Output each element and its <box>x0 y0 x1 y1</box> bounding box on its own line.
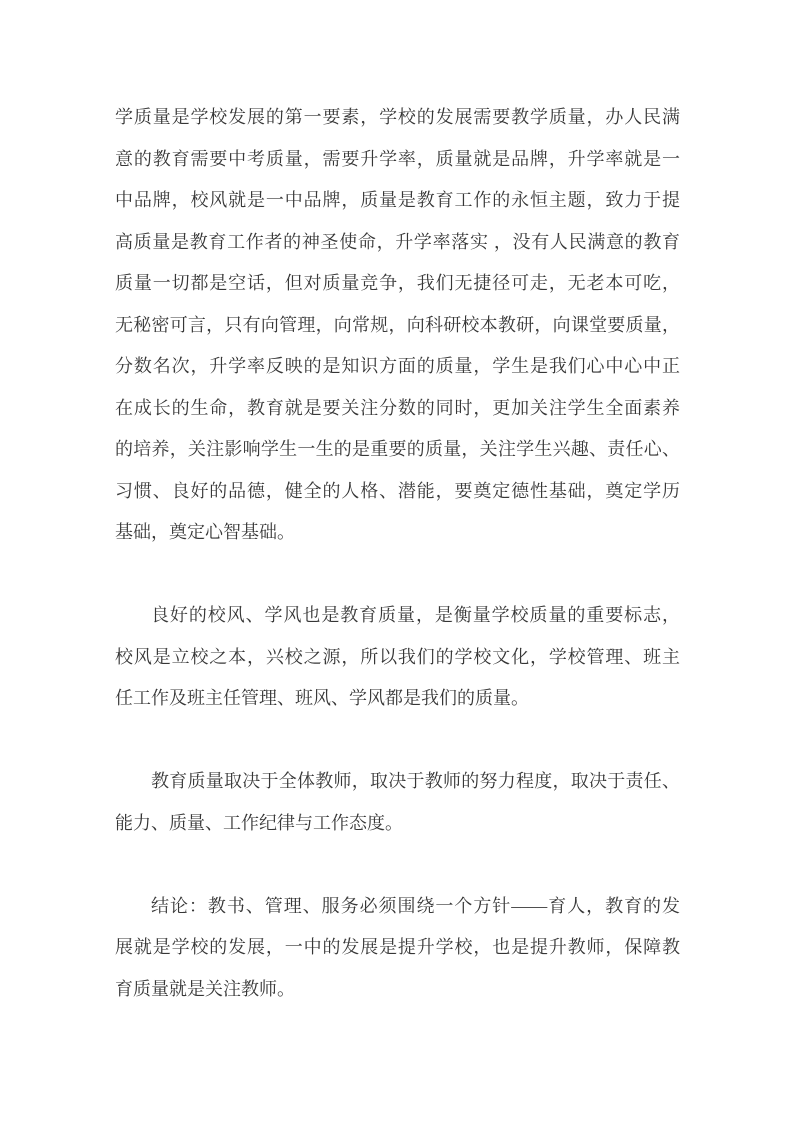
text-line: 教育质量取决于全体教师，取决于教师的努力程度，取决于责任、 <box>151 771 680 791</box>
text-line: 能力、质量、工作纪律与工作态度。 <box>115 812 403 833</box>
text-line: 的培养，关注影响学生一生的是重要的质量，关注学生兴趣、责任心、 <box>115 439 680 459</box>
paragraph-3 <box>115 761 680 844</box>
text-line: 习惯、良好的品德，健全的人格、潜能，要奠定德性基础，奠定学历 <box>115 480 680 501</box>
text-line: 中品牌，校风就是一中品牌，质量是教育工作的永恒主题，致力于提 <box>115 190 680 210</box>
text-line: 在成长的生命，教育就是要关注分数的同时，更加关注学生全面素养 <box>115 397 680 418</box>
text-line: 任工作及班主任管理、班风、学风都是我们的质量。 <box>115 688 529 708</box>
text-line: 高质量是教育工作者的神圣使命，升学率落实 ，没有人民满意的教育 <box>115 231 680 252</box>
paragraph-4 <box>115 886 680 1011</box>
text-line: 结论：教书、管理、服务必须围绕一个方针——育人，教育的发 <box>151 895 680 916</box>
paragraph-1 <box>115 97 680 554</box>
text-line: 无秘密可言，只有向管理，向常规，向科研校本教研，向课堂要质量， <box>115 314 680 335</box>
text-line: 学质量是学校发展的第一要素，学校的发展需要教学质量，办人民满 <box>115 107 680 127</box>
text-line: 意的教育需要中考质量，需要升学率，质量就是品牌，升学率就是一 <box>115 148 680 169</box>
text-line: 育质量就是关注教师。 <box>115 978 295 999</box>
document-text <box>115 97 680 1010</box>
text-line: 分数名次，升学率反映的是知识方面的质量，学生是我们心中心中正 <box>115 356 680 376</box>
text-line: 展就是学校的发展，一中的发展是提升学校，也是提升教师，保障教 <box>115 937 680 957</box>
text-line: 基础，奠定心智基础。 <box>115 522 295 542</box>
text-line: 质量一切都是空话，但对质量竞争，我们无捷径可走，无老本可吃， <box>115 273 680 293</box>
text-line: 校风是立校之本，兴校之源，所以我们的学校文化，学校管理、班主 <box>115 646 680 667</box>
paragraph-2 <box>115 595 680 720</box>
text-line: 良好的校风、学风也是教育质量，是衡量学校质量的重要标志， <box>151 605 680 625</box>
